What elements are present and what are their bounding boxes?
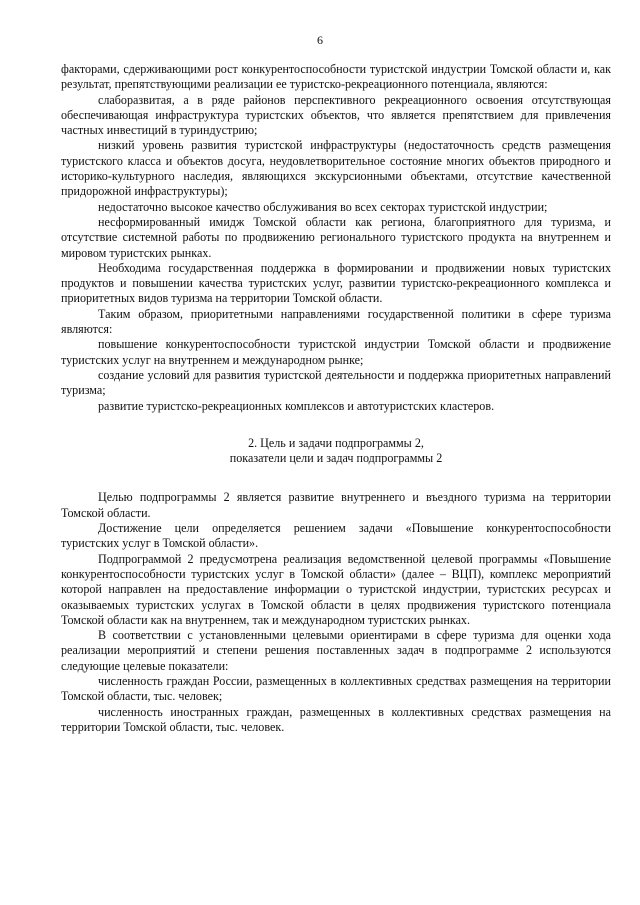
paragraph: несформированный имидж Томской области как региона, благоприятного для туризма, и отсутствие системной работы по продвижению регионального туристского продукта на внутреннем и мировом туристских рынках.: [61, 214, 611, 260]
section-heading-line: показатели цели и задач подпрограммы 2: [229, 451, 443, 466]
paragraph: недостаточно высокое качество обслуживания во всех секторах туристской индустрии;: [98, 199, 548, 214]
paragraph: Подпрограммой 2 предусмотрена реализация ведомственной целевой программы «Повышение конкурентоспособности туристских услуг в Томской области» (далее – ВЦП), комплекс мероприятий которой направлен на предоставление информации о туристской индустрии, туристских ресурсах и оказываемых туристских услугах в Томской области в целях продвижения туристского потенциала Томской области как на внутреннем, так и международном туристских рынках.: [61, 551, 611, 627]
page-number: 6: [317, 33, 323, 47]
section-heading: [61, 436, 611, 467]
paragraph: Достижение цели определяется решением задачи «Повышение конкурентоспособности туристских услуг в Томской области».: [61, 521, 611, 551]
section-heading-line: 2. Цель и задачи подпрограммы 2,: [248, 435, 424, 450]
paragraph: Целью подпрограммы 2 является развитие внутреннего и въездного туризма на территории Томской области.: [61, 490, 611, 520]
paragraph: создание условий для развития туристской деятельности и поддержка приоритетных направлений туризма;: [61, 367, 611, 398]
paragraph: Таким образом, приоритетными направлениями государственной политики в сфере туризма являются:: [61, 306, 611, 337]
paragraph: слаборазвитая, а в ряде районов перспективного рекреационного освоения отсутствующая обеспечивающая инфраструктура туристских объектов, что является препятствием для привлечения частных инвестиций в туриндустрию;: [61, 92, 611, 138]
paragraph: Необходима государственная поддержка в формировании и продвижении новых туристских продуктов и повышении качества туристских услуг, развитии туристско-рекреационного комплекса и приоритетных видов туризма на территории Томской области.: [61, 260, 611, 306]
paragraph: низкий уровень развития туристской инфраструктуры (недостаточность средств размещения туристского класса и объектов досуга, неудовлетворительное состояние многих объектов природного и историко-культурного наследия, являющихся экскурсионными объектами, отсутствие качественной придорожной инфраструктуры);: [61, 138, 611, 199]
paragraph: повышение конкурентоспособности туристской индустрии Томской области и продвижение туристских услуг на внутреннем и международном рынке;: [61, 337, 611, 367]
paragraph: численность граждан России, размещенных в коллективных средствах размещения на территории Томской области, тыс. человек;: [61, 673, 611, 704]
paragraph: В соответствии с установленными целевыми ориентирами в сфере туризма для оценки хода реализации мероприятий и степени решения поставленных задач в подпрограмме 2 используются следующие целевые показатели:: [61, 628, 611, 673]
paragraph: факторами, сдерживающими рост конкурентоспособности туристской индустрии Томской области и, как результат, препятствующими реализации ее туристско-рекреационного потенциала, являются:: [61, 62, 611, 92]
document-body: [61, 62, 611, 735]
paragraph: численность иностранных граждан, размещенных в коллективных средствах размещения на территории Томской области, тыс. человек.: [61, 704, 611, 734]
paragraph: развитие туристско-рекреационных комплексов и автотуристских кластеров.: [98, 398, 495, 413]
